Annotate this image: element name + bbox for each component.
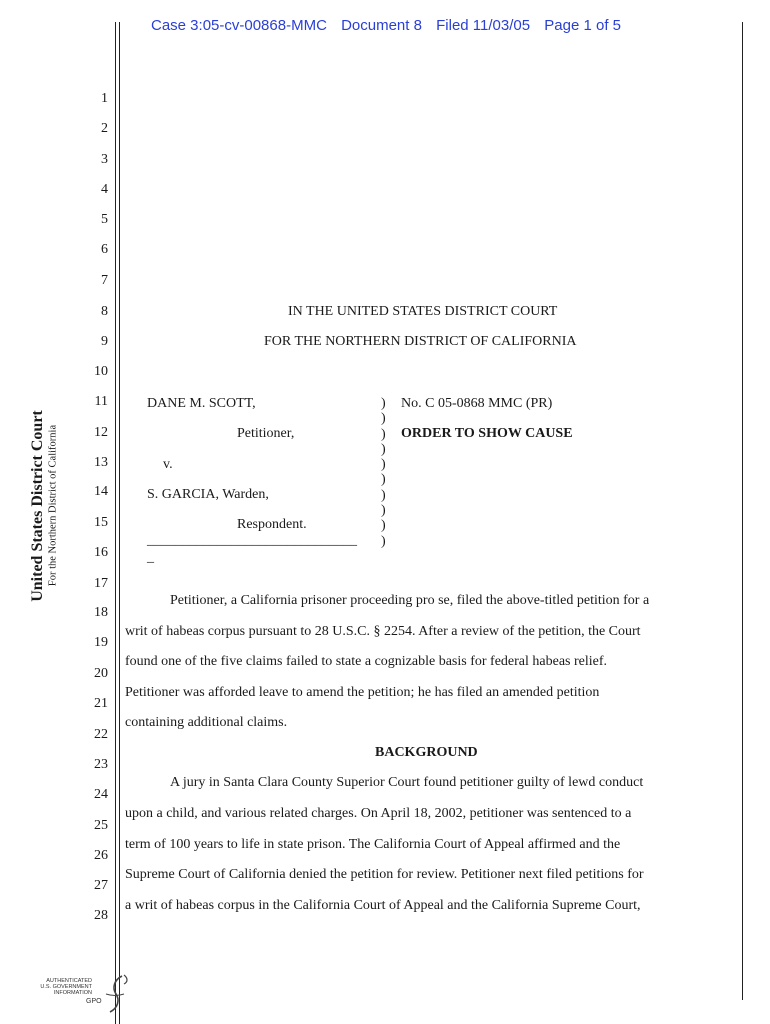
line-number: 10 (94, 364, 108, 379)
line-number: 28 (94, 908, 108, 923)
gpo-mark: GPO (86, 998, 102, 1005)
case-number-caption: No. C 05-0868 MMC (PR) (401, 396, 553, 411)
page-indicator: Page 1 of 5 (544, 17, 621, 34)
line-number: 15 (94, 515, 108, 530)
line-number: 13 (94, 455, 108, 470)
respondent-role: Respondent. (237, 517, 307, 532)
body-line: writ of habeas corpus pursuant to 28 U.S.C. § 2254. After a review of the petition, the Court (125, 624, 641, 639)
body-line: Supreme Court of California denied the petition for review. Petitioner next filed petitions for (125, 867, 644, 882)
respondent-name: S. GARCIA, Warden, (147, 487, 269, 502)
left-margin-rule-2 (119, 22, 120, 1024)
left-margin-rule-1 (115, 22, 116, 1024)
body-line: term of 100 years to life in state prison. The California Court of Appeal affirmed and the (125, 837, 621, 852)
line-number: 11 (94, 394, 108, 409)
right-margin-rule (742, 22, 743, 1000)
document-number: Document 8 (341, 17, 422, 34)
line-number: 22 (94, 727, 108, 742)
body-line: upon a child, and various related charges. On April 18, 2002, petitioner was sentenced to a (125, 806, 632, 821)
caption-parentheses: ) ) ) ) ) ) ) ) ) ) (381, 396, 386, 549)
body-line: Petitioner, a California prisoner proceeding pro se, filed the above-titled petition for a (170, 593, 650, 608)
line-number: 26 (94, 848, 108, 863)
line-number: 14 (94, 484, 108, 499)
line-number: 24 (94, 787, 108, 802)
line-number: 2 (101, 121, 108, 136)
line-number: 20 (94, 666, 108, 681)
court-title-line-1: IN THE UNITED STATES DISTRICT COURT (288, 304, 558, 319)
case-number: Case 3:05-cv-00868-MMC (151, 17, 327, 34)
versus: v. (163, 457, 173, 472)
line-number: 17 (94, 576, 108, 591)
caption-underline: ______________________________ (147, 533, 357, 548)
petitioner-name: DANE M. SCOTT, (147, 396, 256, 411)
petitioner-role: Petitioner, (237, 426, 295, 441)
sidebar-district-name: For the Northern District of California (47, 424, 59, 587)
filed-date: Filed 11/03/05 (436, 17, 531, 34)
line-number: 3 (101, 152, 108, 167)
line-number: 18 (94, 605, 108, 620)
line-number: 1 (101, 91, 108, 106)
body-line: Petitioner was afforded leave to amend the petition; he has filed an amended petition (125, 685, 600, 700)
eagle-icon (92, 972, 132, 1016)
body-line: A jury in Santa Clara County Superior Court found petitioner guilty of lewd conduct (170, 775, 644, 790)
line-number: 19 (94, 635, 108, 650)
caption-underline-tail: _ (147, 550, 154, 565)
line-number: 6 (101, 242, 108, 257)
order-title: ORDER TO SHOW CAUSE (401, 426, 573, 441)
sidebar-court-name: United States District Court (29, 410, 46, 602)
body-line: found one of the five claims failed to state a cognizable basis for federal habeas relief. (125, 654, 608, 669)
case-header (151, 17, 631, 34)
line-number: 25 (94, 818, 108, 833)
line-number: 7 (101, 273, 108, 288)
body-line: containing additional claims. (125, 715, 288, 730)
section-heading-background: BACKGROUND (375, 745, 478, 760)
line-number: 21 (94, 696, 108, 711)
line-number: 12 (94, 425, 108, 440)
body-line: a writ of habeas corpus in the California Court of Appeal and the California Supreme Court, (125, 898, 641, 913)
court-title-line-2: FOR THE NORTHERN DISTRICT OF CALIFORNIA (264, 334, 577, 349)
line-number: 27 (94, 878, 108, 893)
gpo-authentication-seal (40, 972, 130, 1016)
line-number: 8 (101, 304, 108, 319)
line-number: 9 (101, 334, 108, 349)
line-number: 5 (101, 212, 108, 227)
seal-text: AUTHENTICATED U.S. GOVERNMENT INFORMATION (40, 978, 92, 996)
line-number: 4 (101, 182, 108, 197)
line-number: 23 (94, 757, 108, 772)
line-number: 16 (94, 545, 108, 560)
